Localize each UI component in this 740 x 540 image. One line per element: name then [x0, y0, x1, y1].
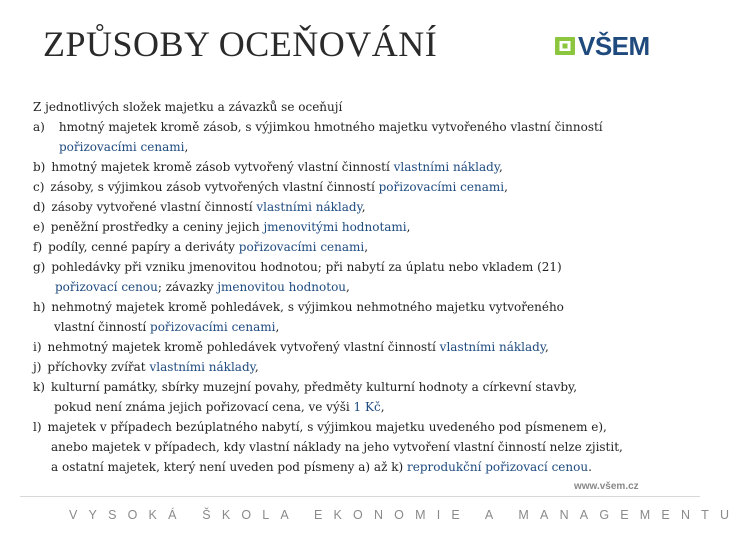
item-marker: i) [33, 340, 42, 354]
item-text: zásoby, s výjimkou zásob vytvořených vlastní činností [50, 180, 379, 194]
item-marker: e) [33, 220, 45, 234]
highlighted-term: vlastními náklady [256, 200, 362, 214]
item-marker: g) [33, 260, 46, 274]
item-text: , [346, 280, 350, 294]
item-text: , [504, 180, 508, 194]
highlighted-term: pořizovací cenou [55, 280, 158, 294]
item-line [33, 177, 683, 197]
item-marker: b) [33, 160, 46, 174]
logo-text: VŠEM [578, 31, 650, 61]
item-text: , [499, 160, 503, 174]
item-text: příchovky zvířat [47, 360, 150, 374]
valuation-list [33, 97, 683, 477]
list-item [33, 377, 683, 417]
highlighted-term: vlastními náklady [149, 360, 255, 374]
item-line [33, 377, 683, 397]
item-text: majetek v případech bezúplatného nabytí, s výjimkou majetku uvedeného pod písmenem e), [47, 420, 607, 434]
item-text: anebo majetek v případech, kdy vlastní náklady na jeho vytvoření vlastní činností nelze zjistit, [51, 440, 623, 454]
list-item [33, 157, 683, 177]
list-item [33, 357, 683, 377]
item-line [33, 117, 683, 137]
item-text: , [545, 340, 549, 354]
highlighted-term: 1 Kč [353, 400, 381, 414]
item-line [33, 197, 683, 217]
item-line [33, 217, 683, 237]
highlighted-term: pořizovacími cenami [238, 240, 365, 254]
list-item [33, 417, 683, 477]
logo-mark-icon [553, 34, 577, 58]
item-text: podíly, cenné papíry a deriváty [48, 240, 239, 254]
item-text: pohledávky při vzniku jmenovitou hodnotou; při nabytí za úplatu nebo vkladem (21) [51, 260, 562, 274]
item-line [33, 317, 683, 337]
item-line [33, 337, 683, 357]
highlighted-term: jmenovitými hodnotami [263, 220, 407, 234]
item-marker: c) [33, 180, 45, 194]
item-line [33, 437, 683, 457]
item-text: pokud není známa jejich pořizovací cena, ve výši [54, 400, 354, 414]
item-text: nehmotný majetek kromě pohledávek, s výjimkou nehmotného majetku vytvořeného [51, 300, 564, 314]
item-marker: d) [33, 200, 46, 214]
item-text: hmotný majetek kromě zásob vytvořený vlastní činností [51, 160, 394, 174]
intro-text: Z jednotlivých složek majetku a závazků se oceňují [33, 100, 343, 114]
item-text: , [275, 320, 280, 334]
highlighted-term: vlastními náklady [393, 160, 500, 174]
item-line [33, 257, 683, 277]
item-marker: h) [33, 300, 46, 314]
item-text: , [364, 240, 369, 254]
item-text: a ostatní majetek, který není uveden pod písmeny a) až k) [51, 460, 407, 474]
item-line [33, 417, 683, 437]
list-item [33, 217, 683, 237]
item-marker: f) [33, 240, 43, 254]
item-line [33, 457, 683, 477]
item-list [33, 117, 683, 477]
highlighted-term: jmenovitou hodnotou [217, 280, 347, 294]
item-text: vlastní činností [54, 320, 151, 334]
item-marker: j) [33, 360, 42, 374]
item-text: peněžní prostředky a ceniny jejich [50, 220, 264, 234]
item-text: , [380, 400, 385, 414]
list-item [33, 237, 683, 257]
item-line [33, 157, 683, 177]
item-text: nehmotný majetek kromě pohledávek vytvořený vlastní činností [47, 340, 440, 354]
highlighted-term: vlastními náklady [439, 340, 546, 354]
vsem-logo [553, 33, 650, 59]
list-item [33, 257, 683, 297]
highlighted-term: pořizovacími cenami [378, 180, 505, 194]
highlighted-term: pořizovacími cenami [150, 320, 276, 334]
item-text: kulturní památky, sbírky muzejní povahy, předměty kulturní hodnoty a církevní stavby, [50, 380, 578, 394]
item-marker: a) [33, 120, 45, 134]
item-text: , [361, 200, 366, 214]
item-text: , [406, 220, 411, 234]
item-line [33, 357, 683, 377]
page-title: ZPŮSOBY OCEŇOVÁNÍ [43, 24, 438, 64]
item-marker: k) [33, 380, 45, 394]
footer-school-name: VYSOKÁ ŠKOLA EKONOMIE A MANAGEMENTU [69, 508, 740, 522]
list-item [33, 337, 683, 357]
item-line [33, 137, 683, 157]
item-text: zásoby vytvořené vlastní činností [51, 200, 257, 214]
item-text: , [254, 360, 259, 374]
list-item [33, 177, 683, 197]
item-text: ; závazky [157, 280, 218, 294]
item-text: hmotný majetek kromě zásob, s výjimkou hmotného majetku vytvořeného vlastní činností [58, 120, 603, 134]
highlighted-term: pořizovacími cenami [59, 140, 185, 154]
item-line [33, 277, 683, 297]
footer-divider [20, 496, 700, 497]
list-item [33, 117, 683, 157]
item-marker: l) [33, 420, 42, 434]
item-line [33, 297, 683, 317]
item-text: . [588, 460, 592, 474]
list-item [33, 197, 683, 217]
item-line [33, 397, 683, 417]
list-item [33, 297, 683, 337]
website-url: www.všem.cz [574, 481, 639, 492]
item-text: , [184, 140, 189, 154]
highlighted-term: reprodukční pořizovací cenou [406, 460, 589, 474]
item-line [33, 237, 683, 257]
